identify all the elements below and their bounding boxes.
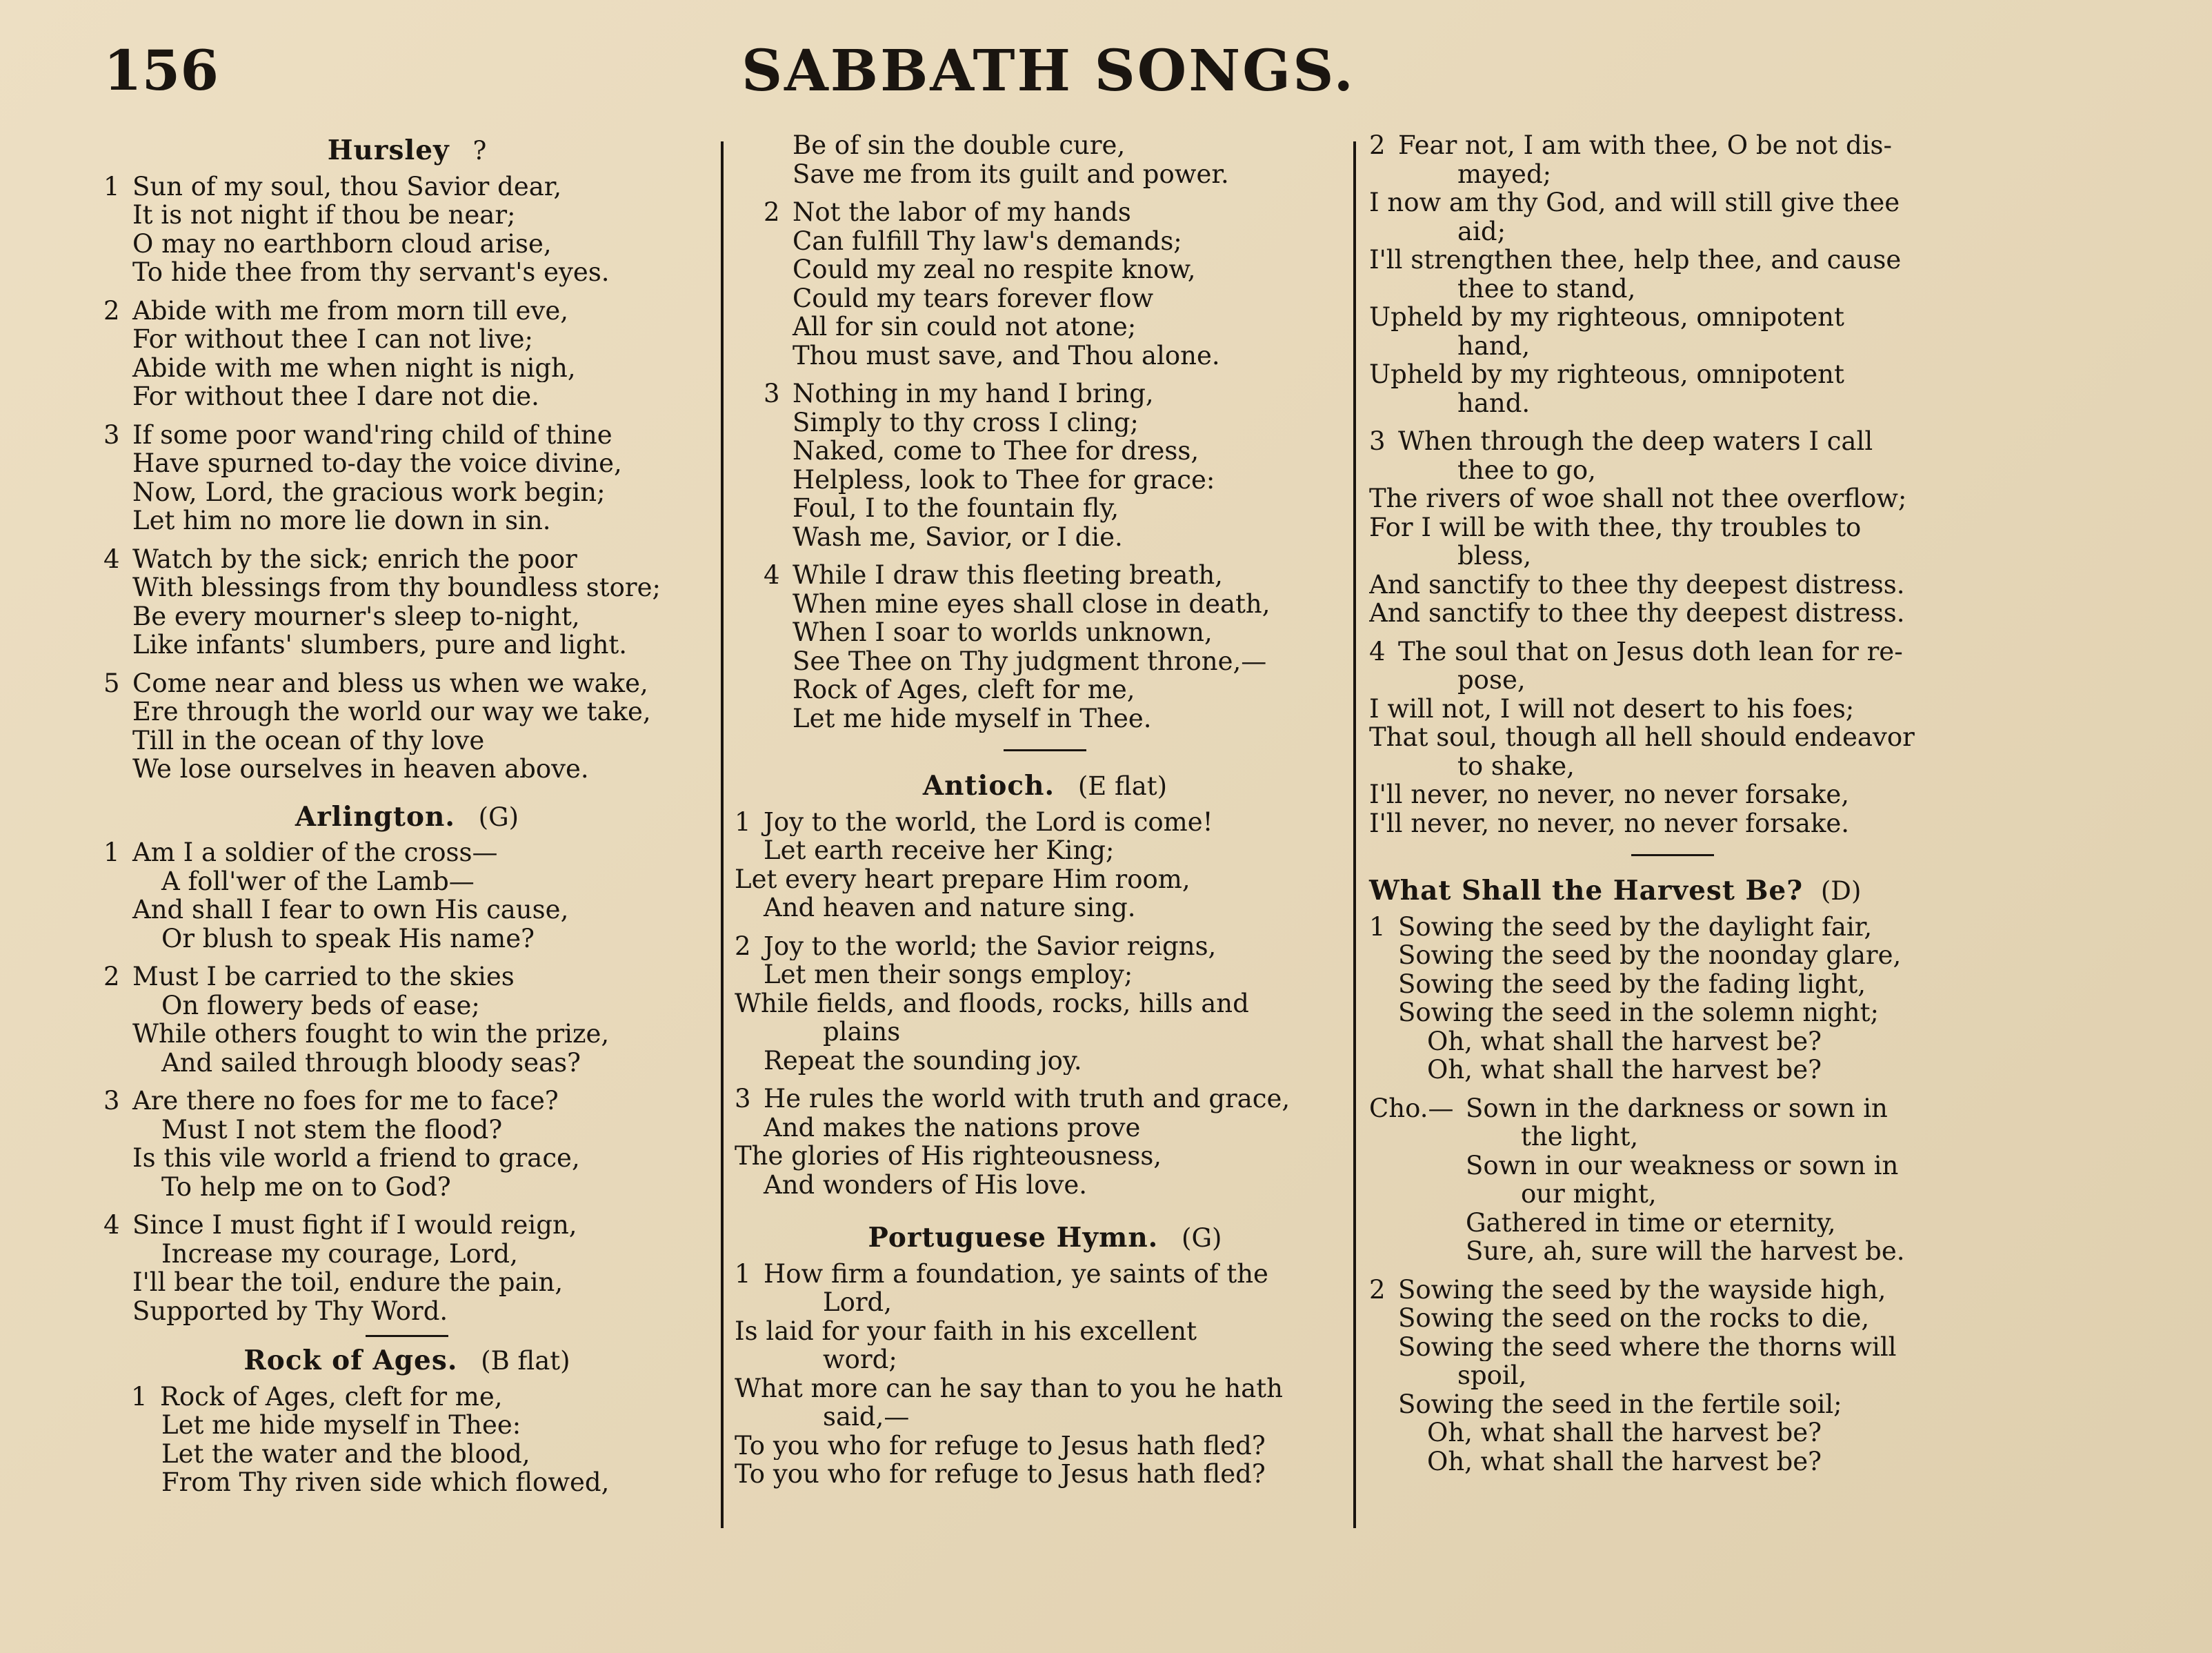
verse-line: Be of sin the double cure, bbox=[793, 131, 1126, 160]
verse bbox=[735, 808, 1355, 922]
verse-line: Is this vile world a friend to grace, bbox=[132, 1144, 580, 1173]
hymn-name: Portuguese Hymn. bbox=[868, 1222, 1159, 1254]
verse bbox=[103, 1383, 710, 1497]
verse-line: Sowing the seed by the fading light, bbox=[1398, 969, 1866, 998]
verse-number: 2 bbox=[764, 198, 780, 227]
verse-line: Oh, what shall the harvest be? bbox=[1427, 1027, 1822, 1056]
chorus bbox=[1369, 1094, 1976, 1266]
verse-line: Could my zeal no respite know, bbox=[793, 255, 1196, 284]
hymn-name: Hursley bbox=[327, 135, 450, 166]
verse-line: Ere through the world our way we take, bbox=[132, 697, 651, 726]
verse-number: 2 bbox=[1369, 131, 1386, 160]
verse-line: And shall I fear to own His cause, bbox=[132, 895, 569, 924]
verse-line: To you who for refuge to Jesus hath fled? bbox=[735, 1460, 1266, 1489]
verse-line: Am I a soldier of the cross— bbox=[132, 838, 498, 867]
verse-line: Let him no more lie down in sin. bbox=[132, 506, 551, 535]
verse-number: 4 bbox=[764, 561, 780, 590]
hymn-name: Arlington. bbox=[295, 800, 455, 833]
verse-number: 1 bbox=[103, 838, 120, 867]
verse bbox=[103, 297, 710, 411]
chorus-label: Cho.— bbox=[1369, 1093, 1454, 1122]
hymn-key: (E flat) bbox=[1077, 771, 1168, 801]
verse-line: Supported by Thy Word. bbox=[132, 1296, 448, 1325]
hymn-title bbox=[1369, 877, 1976, 906]
verse-number: 4 bbox=[103, 1211, 120, 1240]
verse-line: spoil, bbox=[1457, 1361, 1527, 1390]
section-divider bbox=[1631, 854, 1714, 856]
verse-line: Be every mourner's sleep to-night, bbox=[132, 602, 580, 631]
verse-line: While fields, and floods, rocks, hills and bbox=[735, 989, 1249, 1018]
hymn-title bbox=[103, 137, 710, 166]
verse-line: Let the water and the blood, bbox=[161, 1439, 530, 1468]
verse-line: I'll never, no never, no never forsake, bbox=[1369, 780, 1850, 809]
verse-line: thee to go, bbox=[1457, 455, 1596, 484]
column-left bbox=[103, 131, 710, 1507]
verse bbox=[103, 172, 710, 287]
verse-line: Save me from its guilt and power. bbox=[793, 159, 1229, 188]
hymn-title bbox=[735, 772, 1355, 801]
hymn-title bbox=[735, 1224, 1355, 1253]
hymn-key: (G) bbox=[1182, 1223, 1222, 1253]
verse-line: And sanctify to thee thy deepest distress. bbox=[1369, 599, 1905, 628]
verse-line: pose, bbox=[1457, 666, 1526, 695]
verse-line: What more can he say than to you he hath bbox=[735, 1374, 1283, 1403]
verse-line: All for sin could not atone; bbox=[793, 313, 1137, 342]
verse-line: plains bbox=[823, 1018, 901, 1047]
verse-line: Is laid for your faith in his excellent bbox=[735, 1316, 1197, 1345]
verse bbox=[103, 838, 710, 953]
verse-line: Sowing the seed by the daylight fair, bbox=[1398, 912, 1873, 941]
verse-line: On flowery beds of ease; bbox=[161, 991, 480, 1020]
verse-line: Let me hide myself in Thee. bbox=[793, 704, 1152, 733]
verse-line: Gathered in time or eternity, bbox=[1466, 1208, 1836, 1237]
verse-line: Rock of Ages, cleft for me, bbox=[793, 675, 1135, 704]
verse bbox=[1369, 427, 1976, 628]
verse bbox=[103, 669, 710, 784]
verse-line: thee to stand, bbox=[1457, 274, 1636, 303]
verse-line: Let every heart prepare Him room, bbox=[735, 864, 1190, 893]
verse-line: aid; bbox=[1457, 217, 1506, 246]
hymn-key: (B flat) bbox=[481, 1346, 570, 1376]
verse bbox=[1369, 131, 1976, 417]
verse-number: 1 bbox=[1369, 912, 1386, 941]
verse-line: bless, bbox=[1457, 542, 1532, 571]
verse-number: 2 bbox=[103, 296, 120, 325]
verse-line: I'll strengthen thee, help thee, and cause bbox=[1369, 246, 1902, 275]
verse-number: 1 bbox=[735, 1259, 751, 1288]
verse-line: Could my tears forever flow bbox=[793, 284, 1154, 313]
verse-line: Lord, bbox=[823, 1288, 892, 1317]
verse-line: While others fought to win the prize, bbox=[132, 1020, 610, 1049]
verse-number: 2 bbox=[1369, 1275, 1386, 1304]
hymn-key: (D) bbox=[1820, 876, 1862, 906]
verse-number: 1 bbox=[131, 1382, 148, 1411]
verse-line: Thou must save, and Thou alone. bbox=[793, 341, 1220, 370]
verse-line: Sowing the seed on the rocks to die, bbox=[1398, 1304, 1870, 1333]
page-number: 156 bbox=[103, 38, 219, 103]
verse-line: For without thee I can not live; bbox=[132, 325, 533, 354]
verse-number: 3 bbox=[103, 420, 120, 449]
verse-line: And wonders of His love. bbox=[764, 1170, 1088, 1199]
verse-number: 4 bbox=[1369, 637, 1386, 666]
verse-number: 3 bbox=[735, 1085, 751, 1113]
column-divider bbox=[721, 141, 724, 1528]
page-title: SABBATH SONGS. bbox=[741, 38, 1356, 104]
verse-number: 2 bbox=[735, 931, 751, 960]
verse-line: When mine eyes shall close in death, bbox=[793, 589, 1271, 618]
verse-line: Abide with me when night is nigh, bbox=[132, 353, 576, 382]
verse-number: 2 bbox=[103, 962, 120, 991]
verse-line: Joy to the world; the Savior reigns, bbox=[764, 931, 1217, 960]
verse-line: Come near and bless us when we wake, bbox=[132, 669, 648, 697]
verse-line: word; bbox=[823, 1345, 897, 1374]
verse-line: Repeat the sounding joy. bbox=[764, 1046, 1082, 1075]
verse-line: said,— bbox=[823, 1403, 910, 1432]
verse bbox=[735, 198, 1355, 370]
verse-line: The soul that on Jesus doth lean for re- bbox=[1398, 637, 1903, 666]
section-divider bbox=[366, 1335, 448, 1337]
verse-number: 4 bbox=[103, 544, 120, 573]
verse-line: When I soar to worlds unknown, bbox=[793, 618, 1213, 647]
verse bbox=[1369, 1276, 1976, 1476]
verse-line: Joy to the world, the Lord is come! bbox=[764, 807, 1213, 836]
verse-line: Sowing the seed in the solemn night; bbox=[1398, 998, 1879, 1027]
verse bbox=[735, 1260, 1355, 1489]
hymn-key: ? bbox=[472, 136, 487, 166]
verse-line: If some poor wand'ring child of thine bbox=[132, 420, 612, 449]
verse-line: Abide with me from morn till eve, bbox=[132, 296, 569, 325]
verse-line: to shake, bbox=[1457, 751, 1575, 780]
verse-line: The rivers of woe shall not thee overflow; bbox=[1369, 484, 1907, 513]
verse-number: 3 bbox=[1369, 427, 1386, 456]
hymn-title bbox=[103, 1347, 710, 1376]
verse-line: Not the labor of my hands bbox=[793, 198, 1131, 227]
hymn-key: (G) bbox=[478, 802, 519, 832]
hymn-name: Rock of Ages. bbox=[243, 1345, 458, 1376]
verse-line: He rules the world with truth and grace, bbox=[764, 1085, 1291, 1113]
verse-number: 5 bbox=[103, 669, 120, 697]
verse-line: I will not, I will not desert to his foes; bbox=[1369, 694, 1855, 723]
verse-line: With blessings from thy boundless store; bbox=[132, 573, 661, 602]
verse-line: Till in the ocean of thy love bbox=[132, 726, 485, 755]
verse-line: Have spurned to-day the voice divine, bbox=[132, 449, 622, 478]
verse-line: Increase my courage, Lord, bbox=[161, 1239, 518, 1268]
verse bbox=[103, 545, 710, 660]
verse-line: I now am thy God, and will still give thee bbox=[1369, 188, 1900, 217]
verse-line: Sown in the darkness or sown in bbox=[1466, 1093, 1888, 1122]
verse-line: Simply to thy cross I cling; bbox=[793, 408, 1139, 437]
verse-line: To help me on to God? bbox=[161, 1172, 451, 1201]
column-middle bbox=[735, 131, 1355, 1498]
verse-line: Let earth receive her King; bbox=[764, 836, 1115, 865]
verse-line: That soul, though all hell should endeavor bbox=[1369, 723, 1915, 752]
verse bbox=[735, 379, 1355, 551]
verse-line: When through the deep waters I call bbox=[1398, 427, 1873, 456]
verse-line: our might, bbox=[1521, 1180, 1657, 1209]
column-right bbox=[1369, 131, 1976, 1485]
verse bbox=[103, 421, 710, 535]
verse bbox=[1369, 637, 1976, 838]
verse-line: Wash me, Savior, or I die. bbox=[793, 522, 1123, 551]
verse bbox=[735, 1085, 1355, 1199]
verse-line: Or blush to speak His name? bbox=[161, 924, 535, 953]
verse-line: How firm a foundation, ye saints of the bbox=[764, 1259, 1268, 1288]
verse bbox=[103, 962, 710, 1077]
verse-line: Like infants' slumbers, pure and light. bbox=[132, 631, 628, 660]
hymn-name: What Shall the Harvest Be? bbox=[1369, 875, 1804, 907]
verse-line: A foll'wer of the Lamb— bbox=[161, 867, 475, 895]
verse-line: Fear not, I am with thee, O be not dis- bbox=[1398, 131, 1892, 160]
verse-number: 1 bbox=[735, 807, 751, 836]
verse-line: Are there no foes for me to face? bbox=[132, 1087, 559, 1116]
verse-line: Since I must fight if I would reign, bbox=[132, 1211, 577, 1240]
verse-line: Naked, come to Thee for dress, bbox=[793, 437, 1199, 466]
verse-line: To hide thee from thy servant's eyes. bbox=[132, 258, 610, 287]
verse-line: O may no earthborn cloud arise, bbox=[132, 229, 552, 258]
verse-line: Sure, ah, sure will the harvest be. bbox=[1466, 1237, 1905, 1266]
verse-line: While I draw this fleeting breath, bbox=[793, 561, 1223, 590]
verse-line: Foul, I to the fountain fly, bbox=[793, 494, 1119, 523]
verse-line: From Thy riven side which flowed, bbox=[161, 1468, 610, 1497]
verse bbox=[103, 1211, 710, 1325]
verse-line: hand, bbox=[1457, 331, 1531, 360]
verse-number: 1 bbox=[103, 172, 120, 201]
verse-line: Sowing the seed in the fertile soil; bbox=[1398, 1389, 1842, 1418]
verse-line: We lose ourselves in heaven above. bbox=[132, 755, 589, 784]
verse-line: Oh, what shall the harvest be? bbox=[1427, 1447, 1822, 1476]
verse-line: And makes the nations prove bbox=[764, 1113, 1141, 1142]
verse-line: Rock of Ages, cleft for me, bbox=[160, 1382, 503, 1411]
verse-number: 3 bbox=[103, 1087, 120, 1116]
verse-line: Sowing the seed by the wayside high, bbox=[1398, 1275, 1886, 1304]
verse-line: Sowing the seed where the thorns will bbox=[1398, 1332, 1897, 1361]
verse-line: And heaven and nature sing. bbox=[764, 893, 1136, 922]
verse-line: To you who for refuge to Jesus hath fled? bbox=[735, 1431, 1266, 1460]
hymn-name: Antioch. bbox=[922, 770, 1055, 802]
verse-line: Must I not stem the flood? bbox=[161, 1115, 503, 1144]
verse-line: Upheld by my righteous, omnipotent bbox=[1369, 360, 1844, 389]
verse-line: I'll never, no never, no never forsake. bbox=[1369, 809, 1850, 838]
verse-line: For without thee I dare not die. bbox=[132, 382, 539, 411]
verse-line: I'll bear the toil, endure the pain, bbox=[132, 1268, 564, 1297]
section-divider bbox=[1004, 749, 1086, 751]
verse-line: And sanctify to thee thy deepest distress. bbox=[1369, 570, 1905, 599]
verse-line: Sun of my soul, thou Savior dear, bbox=[132, 172, 562, 201]
verse-line: Sown in our weakness or sown in bbox=[1466, 1151, 1899, 1180]
verse bbox=[1369, 913, 1976, 1085]
verse-line: See Thee on Thy judgment throne,— bbox=[793, 646, 1267, 675]
hymn-title bbox=[103, 800, 710, 833]
verse-line: the light, bbox=[1521, 1122, 1639, 1151]
verse-line: Watch by the sick; enrich the poor bbox=[132, 544, 577, 573]
verse-line: hand. bbox=[1457, 388, 1531, 417]
verse-line: Nothing in my hand I bring, bbox=[793, 379, 1154, 408]
verse-line: Helpless, look to Thee for grace: bbox=[793, 465, 1215, 494]
verse-number: 3 bbox=[764, 379, 780, 408]
verse-line: mayed; bbox=[1457, 159, 1552, 188]
verse bbox=[735, 131, 1355, 188]
verse-line: For I will be with thee, thy troubles to bbox=[1369, 513, 1862, 542]
verse-line: Let me hide myself in Thee: bbox=[161, 1411, 521, 1440]
verse bbox=[735, 561, 1355, 733]
verse bbox=[103, 1087, 710, 1201]
verse-line: Must I be carried to the skies bbox=[132, 962, 515, 991]
verse-line: And sailed through bloody seas? bbox=[161, 1048, 581, 1077]
verse-line: Can fulfill Thy law's demands; bbox=[793, 226, 1182, 255]
verse-line: The glories of His righteousness, bbox=[735, 1142, 1162, 1171]
verse-line: Sowing the seed by the noonday glare, bbox=[1398, 941, 1902, 970]
verse-line: Oh, what shall the harvest be? bbox=[1427, 1418, 1822, 1447]
verse-line: Upheld by my righteous, omnipotent bbox=[1369, 303, 1844, 332]
verse bbox=[735, 932, 1355, 1076]
verse-line: Let men their songs employ; bbox=[764, 960, 1133, 989]
verse-line: It is not night if thou be near; bbox=[132, 201, 516, 230]
verse-line: Now, Lord, the gracious work begin; bbox=[132, 477, 606, 506]
verse-line: Oh, what shall the harvest be? bbox=[1427, 1056, 1822, 1085]
